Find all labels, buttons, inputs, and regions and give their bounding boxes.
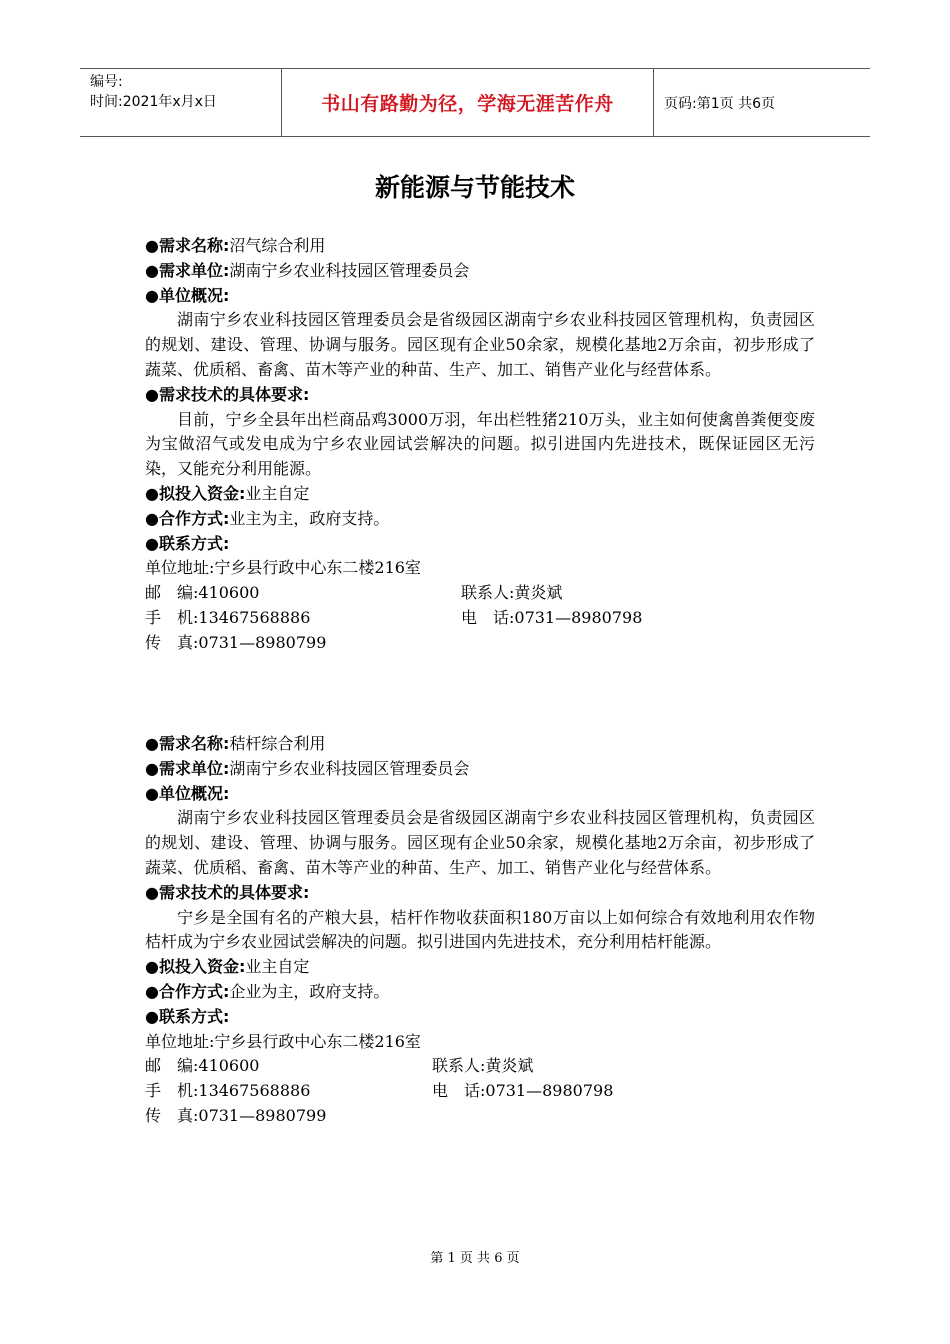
overview-label: ●单位概况: xyxy=(145,285,230,305)
document-title: 新能源与节能技术 xyxy=(374,173,575,202)
overview-label: ●单位概况: xyxy=(145,783,230,803)
fund-value: 业主自定 xyxy=(245,483,310,503)
contact-label: ●联系方式: xyxy=(145,1006,230,1026)
demand-name-value: 沼气综合利用 xyxy=(229,236,326,255)
cooperation-label: ●合作方式: xyxy=(145,508,230,528)
address: 单位地址:宁乡县行政中心东二楼216室 xyxy=(145,1031,421,1051)
phone: 电 话:0731—8980798 xyxy=(461,607,643,627)
overview-text: 湖南宁乡农业科技园区管理委员会是省级园区湖南宁乡农业科技园区管理机构，负责园区的规划、建设、管理、协调与服务。园区现有企业50余家，规模化基地2万余亩，初步形成了蔬菜、优质稻、畜禽、苗木等产业的种苗、生产、加工、销售产业化与经营体系。 xyxy=(145,808,815,877)
page-header xyxy=(80,68,870,137)
postcode: 邮 编:410600 xyxy=(145,583,260,603)
demand-name-label: ●需求名称: xyxy=(145,734,230,753)
cooperation-value: 业主为主，政府支持。 xyxy=(229,508,390,528)
cooperation-value: 企业为主，政府支持。 xyxy=(229,981,390,1001)
demand-section-2 xyxy=(145,732,815,1129)
mobile: 手 机:13467568886 xyxy=(145,607,311,627)
number-label: 编号: xyxy=(90,74,123,90)
header-page-label: 页码:第1页 共6页 xyxy=(664,95,775,112)
fund-label: ●拟投入资金: xyxy=(145,957,246,977)
fund-label: ●拟投入资金: xyxy=(145,483,246,503)
requirement-text: 宁乡是全国有名的产粮大县，桔杆作物收获面积180万亩以上如何综合有效地利用农作物桔杆成为宁乡农业园试尝解决的问题。拟引进国内先进技术，充分利用桔杆能源。 xyxy=(145,907,815,952)
demand-unit-label: ●需求单位: xyxy=(145,758,230,778)
header-left-cell xyxy=(80,69,282,136)
phone: 电 话:0731—8980798 xyxy=(432,1081,614,1101)
header-motto: 书山有路勤为径，学海无涯苦作舟 xyxy=(282,69,654,136)
mobile: 手 机:13467568886 xyxy=(145,1081,311,1101)
page-footer: 第 1 页 共 6 页 xyxy=(430,1251,520,1266)
requirement-label: ●需求技术的具体要求: xyxy=(145,882,310,902)
demand-unit-value: 湖南宁乡农业科技园区管理委员会 xyxy=(229,758,470,778)
fax: 传 真:0731—8980799 xyxy=(145,632,327,652)
contact-label: ●联系方式: xyxy=(145,533,230,553)
demand-unit-label: ●需求单位: xyxy=(145,260,230,280)
cooperation-label: ●合作方式: xyxy=(145,981,230,1001)
postcode: 邮 编:410600 xyxy=(145,1056,260,1076)
fund-value: 业主自定 xyxy=(245,957,310,977)
demand-section-1 xyxy=(145,234,815,656)
demand-unit-value: 湖南宁乡农业科技园区管理委员会 xyxy=(229,260,470,280)
demand-name-label: ●需求名称: xyxy=(145,236,230,255)
demand-name-value: 秸杆综合利用 xyxy=(229,734,326,753)
requirement-text: 目前，宁乡全县年出栏商品鸡3000万羽，年出栏牲猪210万头，业主如何使禽兽粪便变废为宝做沼气或发电成为宁乡农业园试尝解决的问题。拟引进国内先进技术，既保证园区无污染，又能充分利用能源。 xyxy=(145,409,815,479)
fax: 传 真:0731—8980799 xyxy=(145,1105,327,1125)
contact-person: 联系人:黄炎斌 xyxy=(432,1056,534,1076)
requirement-label: ●需求技术的具体要求: xyxy=(145,384,310,404)
overview-text: 湖南宁乡农业科技园区管理委员会是省级园区湖南宁乡农业科技园区管理机构，负责园区的规划、建设、管理、协调与服务。园区现有企业50余家，规模化基地2万余亩，初步形成了蔬菜、优质稻、畜禽、苗木等产业的种苗、生产、加工、销售产业化与经营体系。 xyxy=(145,310,815,379)
time-label: 时间:2021年x月x日 xyxy=(90,94,217,110)
contact-person: 联系人:黄炎斌 xyxy=(461,583,563,603)
address: 单位地址:宁乡县行政中心东二楼216室 xyxy=(145,558,421,578)
